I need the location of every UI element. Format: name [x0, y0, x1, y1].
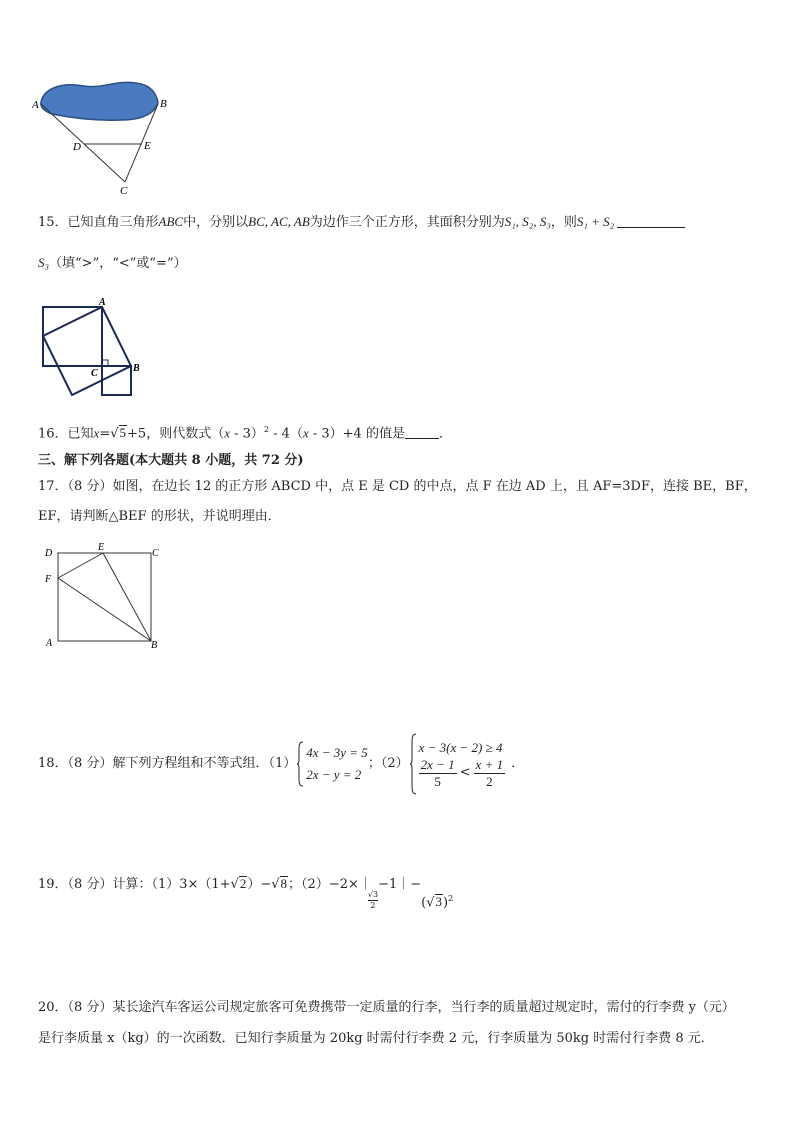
q18-prefix: 18．（8 分）解下列方程组和不等式组．（1）: [38, 756, 297, 771]
q15-sides: BC, AC, AB: [248, 214, 310, 229]
label-A: A: [46, 638, 53, 649]
question-15-line2: [38, 254, 187, 273]
question-18: [38, 732, 524, 796]
q18-end: ．: [511, 756, 525, 771]
q16-end: - 3）+4 的值是: [308, 426, 405, 442]
fraction-left: [419, 757, 457, 790]
sqrt-icon: √: [271, 877, 280, 892]
question-17-line2: EF，请判断△BEF 的形状，并说明理由．: [38, 509, 281, 524]
q15-triangle: ABC: [158, 214, 184, 229]
section-3-title: 三、解下列各题(本大题共 8 小题，共 72 分): [38, 453, 304, 468]
q19-sqrt3: 3: [435, 894, 443, 910]
q19-sqrt2: 8: [280, 876, 288, 891]
q15-expr: S₁ + S₂: [576, 214, 615, 229]
label-B: B: [151, 640, 158, 651]
q16-sup: 2: [263, 425, 270, 434]
q19-mid2: −1｜−: [378, 877, 422, 892]
frac-num: 2x − 1: [420, 756, 455, 772]
sqrt-icon: √: [426, 895, 435, 911]
sqrt-icon: √: [110, 426, 119, 442]
q16-eq: =: [99, 426, 111, 442]
q16-prefix: 16．已知: [38, 426, 94, 442]
label-D: D: [73, 141, 81, 153]
frac-num: x + 1: [475, 756, 504, 772]
q19-prefix: 19．（8 分）计算：（1）3×（1+: [38, 877, 231, 892]
frac-den: 2: [370, 901, 376, 910]
sys2-ineq1: x − 3(x − 2) ≥ 4: [418, 739, 503, 755]
sqrt-icon: √: [367, 890, 373, 899]
sys1-eq2: 2x − y = 2: [306, 767, 362, 782]
label-C: C: [120, 185, 128, 197]
q16-period: ．: [438, 426, 452, 442]
question-20-line2: 是行李质量 x（kg）的一次函数．已知行李质量为 20kg 时需付行李费 2 元，行李质量为 50kg 时需付行李费 8 元．: [38, 1031, 714, 1046]
q16-sqrt-value: 5: [119, 425, 127, 441]
question-20-line1: 20．（8 分）某长途汽车客运公司规定旅客可免费携带一定质量的行李，当行李的质量超过规定时，需付的行李费 y（元）: [38, 1000, 735, 1015]
fraction-sqrt3-over-2: [368, 890, 378, 911]
q15-prefix: 15．已知直角三角形: [38, 215, 159, 230]
label-B: B: [133, 363, 140, 374]
label-A: A: [99, 297, 106, 308]
question-16: [38, 421, 452, 443]
label-C: C: [91, 368, 98, 379]
figure-lake-triangle: [32, 78, 182, 198]
q16-mid: - 3）: [229, 426, 264, 442]
q19-sqrt3-squared: $(√3)^2$: [421, 894, 454, 911]
label-F: F: [45, 574, 52, 585]
fraction-right: [474, 757, 506, 790]
square-on-BC: [102, 366, 131, 395]
left-brace-icon: [296, 741, 304, 787]
equation-system-1: [296, 741, 368, 787]
q19-sup: 2: [448, 894, 454, 903]
q15-hint: （填“>”，“<”或“=”）: [49, 256, 187, 271]
q19-sep: ；（2）−2×｜: [288, 877, 372, 892]
label-C: C: [152, 548, 159, 559]
q16-plus5: +5，则代数式（: [127, 426, 225, 442]
segment-BF: [58, 578, 151, 641]
q15-areas: S₁, S₂, S₃: [504, 214, 551, 229]
segment-BE: [103, 553, 151, 641]
frac-den: 5: [434, 773, 441, 789]
label-A: A: [32, 99, 39, 111]
segment-EF: [58, 553, 103, 578]
left-brace-icon: [409, 733, 417, 795]
q18-sep: ；（2）: [367, 756, 409, 771]
less-than: <: [459, 765, 471, 780]
figure-squares-right-triangle: [36, 294, 156, 404]
label-E: E: [144, 140, 151, 152]
frac-num: 3: [372, 890, 379, 899]
lake-shape: [41, 82, 158, 120]
label-B: B: [160, 98, 167, 110]
square-on-AB: [43, 307, 131, 395]
q15-middle2: 为边作三个正方形，其面积分别为: [309, 215, 505, 230]
question-15-line1: [38, 213, 685, 232]
q15-middle: 中，分别以: [183, 215, 249, 230]
square-on-AC: [43, 307, 102, 366]
inequality-system-2: [409, 733, 506, 795]
sys2-ineq2: [419, 757, 506, 790]
q15-middle3: ，则: [550, 215, 577, 230]
q15-answer-blank[interactable]: [617, 215, 685, 228]
question-17-line1: 17．（8 分）如图，在边长 12 的正方形 ABCD 中，点 E 是 CD 的中点，点 F 在边 AD 上，且 AF=3DF，连接 BE，BF，: [38, 479, 757, 494]
q16-x: x: [93, 425, 100, 441]
question-19: [38, 876, 453, 910]
q19-mid1: ）−: [247, 877, 272, 892]
sys1-eq1: 4x − 3y = 5: [306, 745, 368, 760]
q16-x3: x: [302, 425, 309, 441]
q16-answer-blank[interactable]: [405, 426, 439, 439]
label-E: E: [98, 542, 105, 553]
figure-square-ABCD: [40, 542, 170, 652]
frac-den: 2: [486, 773, 493, 789]
label-D: D: [45, 548, 53, 559]
q16-x2: x: [224, 425, 230, 441]
q16-mid2: - 4（: [269, 426, 303, 442]
q19-sqrt1: 2: [239, 876, 247, 891]
square-ABCD: [58, 553, 151, 641]
q15-s3: S₃: [38, 255, 50, 270]
sqrt-icon: √: [230, 877, 239, 892]
